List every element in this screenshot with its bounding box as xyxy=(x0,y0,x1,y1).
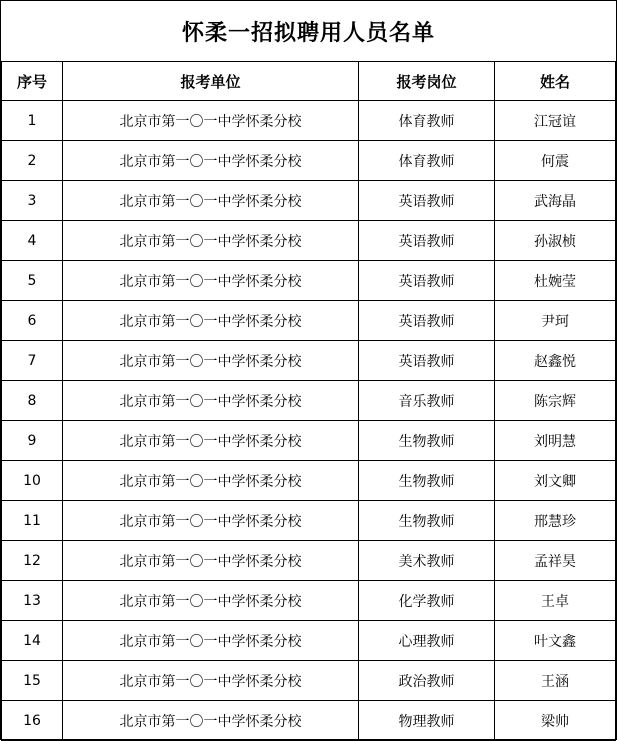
cell-unit: 北京市第一〇一中学怀柔分校 xyxy=(63,261,359,301)
table-row xyxy=(2,501,616,541)
table-row xyxy=(2,541,616,581)
cell-index: 2 xyxy=(2,141,63,181)
table-row xyxy=(2,421,616,461)
cell-name: 江冠谊 xyxy=(495,101,616,141)
table-row xyxy=(2,661,616,701)
table-row xyxy=(2,221,616,261)
table-row xyxy=(2,701,616,741)
table-row xyxy=(2,381,616,421)
cell-post: 体育教师 xyxy=(359,101,495,141)
table-row xyxy=(2,341,616,381)
cell-unit: 北京市第一〇一中学怀柔分校 xyxy=(63,541,359,581)
cell-index: 6 xyxy=(2,301,63,341)
table-row xyxy=(2,141,616,181)
cell-index: 14 xyxy=(2,621,63,661)
table-row xyxy=(2,181,616,221)
cell-name: 陈宗辉 xyxy=(495,381,616,421)
cell-index: 8 xyxy=(2,381,63,421)
column-header-post: 报考岗位 xyxy=(359,62,495,101)
cell-unit: 北京市第一〇一中学怀柔分校 xyxy=(63,341,359,381)
cell-post: 英语教师 xyxy=(359,261,495,301)
table-row xyxy=(2,461,616,501)
cell-post: 心理教师 xyxy=(359,621,495,661)
cell-index: 15 xyxy=(2,661,63,701)
table-title: 怀柔一招拟聘用人员名单 xyxy=(2,1,616,62)
cell-name: 梁帅 xyxy=(495,701,616,741)
cell-index: 3 xyxy=(2,181,63,221)
cell-post: 化学教师 xyxy=(359,581,495,621)
cell-post: 英语教师 xyxy=(359,341,495,381)
cell-index: 16 xyxy=(2,701,63,741)
cell-unit: 北京市第一〇一中学怀柔分校 xyxy=(63,421,359,461)
cell-name: 刘明慧 xyxy=(495,421,616,461)
cell-index: 11 xyxy=(2,501,63,541)
table-row xyxy=(2,621,616,661)
cell-post: 英语教师 xyxy=(359,181,495,221)
cell-unit: 北京市第一〇一中学怀柔分校 xyxy=(63,181,359,221)
cell-post: 美术教师 xyxy=(359,541,495,581)
cell-unit: 北京市第一〇一中学怀柔分校 xyxy=(63,301,359,341)
column-header-unit: 报考单位 xyxy=(63,62,359,101)
cell-unit: 北京市第一〇一中学怀柔分校 xyxy=(63,141,359,181)
cell-index: 1 xyxy=(2,101,63,141)
cell-name: 尹珂 xyxy=(495,301,616,341)
cell-post: 生物教师 xyxy=(359,501,495,541)
cell-unit: 北京市第一〇一中学怀柔分校 xyxy=(63,221,359,261)
table-body xyxy=(2,101,616,741)
cell-post: 政治教师 xyxy=(359,661,495,701)
cell-unit: 北京市第一〇一中学怀柔分校 xyxy=(63,581,359,621)
column-header-index: 序号 xyxy=(2,62,63,101)
table-row xyxy=(2,301,616,341)
cell-index: 4 xyxy=(2,221,63,261)
cell-unit: 北京市第一〇一中学怀柔分校 xyxy=(63,101,359,141)
cell-index: 7 xyxy=(2,341,63,381)
cell-post: 英语教师 xyxy=(359,221,495,261)
cell-post: 生物教师 xyxy=(359,461,495,501)
cell-unit: 北京市第一〇一中学怀柔分校 xyxy=(63,381,359,421)
cell-index: 10 xyxy=(2,461,63,501)
cell-name: 王卓 xyxy=(495,581,616,621)
cell-name: 孙淑桢 xyxy=(495,221,616,261)
cell-name: 刘文卿 xyxy=(495,461,616,501)
cell-unit: 北京市第一〇一中学怀柔分校 xyxy=(63,661,359,701)
cell-index: 9 xyxy=(2,421,63,461)
cell-unit: 北京市第一〇一中学怀柔分校 xyxy=(63,461,359,501)
cell-post: 英语教师 xyxy=(359,301,495,341)
cell-index: 12 xyxy=(2,541,63,581)
table-row xyxy=(2,581,616,621)
cell-unit: 北京市第一〇一中学怀柔分校 xyxy=(63,621,359,661)
cell-name: 王涵 xyxy=(495,661,616,701)
cell-name: 孟祥昊 xyxy=(495,541,616,581)
cell-unit: 北京市第一〇一中学怀柔分校 xyxy=(63,501,359,541)
cell-name: 武海晶 xyxy=(495,181,616,221)
cell-post: 物理教师 xyxy=(359,701,495,741)
cell-post: 体育教师 xyxy=(359,141,495,181)
cell-name: 何震 xyxy=(495,141,616,181)
cell-post: 生物教师 xyxy=(359,421,495,461)
cell-name: 叶文鑫 xyxy=(495,621,616,661)
cell-name: 杜婉莹 xyxy=(495,261,616,301)
table-row xyxy=(2,261,616,301)
cell-name: 邢慧珍 xyxy=(495,501,616,541)
cell-index: 5 xyxy=(2,261,63,301)
cell-unit: 北京市第一〇一中学怀柔分校 xyxy=(63,701,359,741)
column-header-name: 姓名 xyxy=(495,62,616,101)
hiring-list-table xyxy=(1,1,616,741)
cell-post: 音乐教师 xyxy=(359,381,495,421)
cell-index: 13 xyxy=(2,581,63,621)
table-row xyxy=(2,101,616,141)
cell-name: 赵鑫悦 xyxy=(495,341,616,381)
